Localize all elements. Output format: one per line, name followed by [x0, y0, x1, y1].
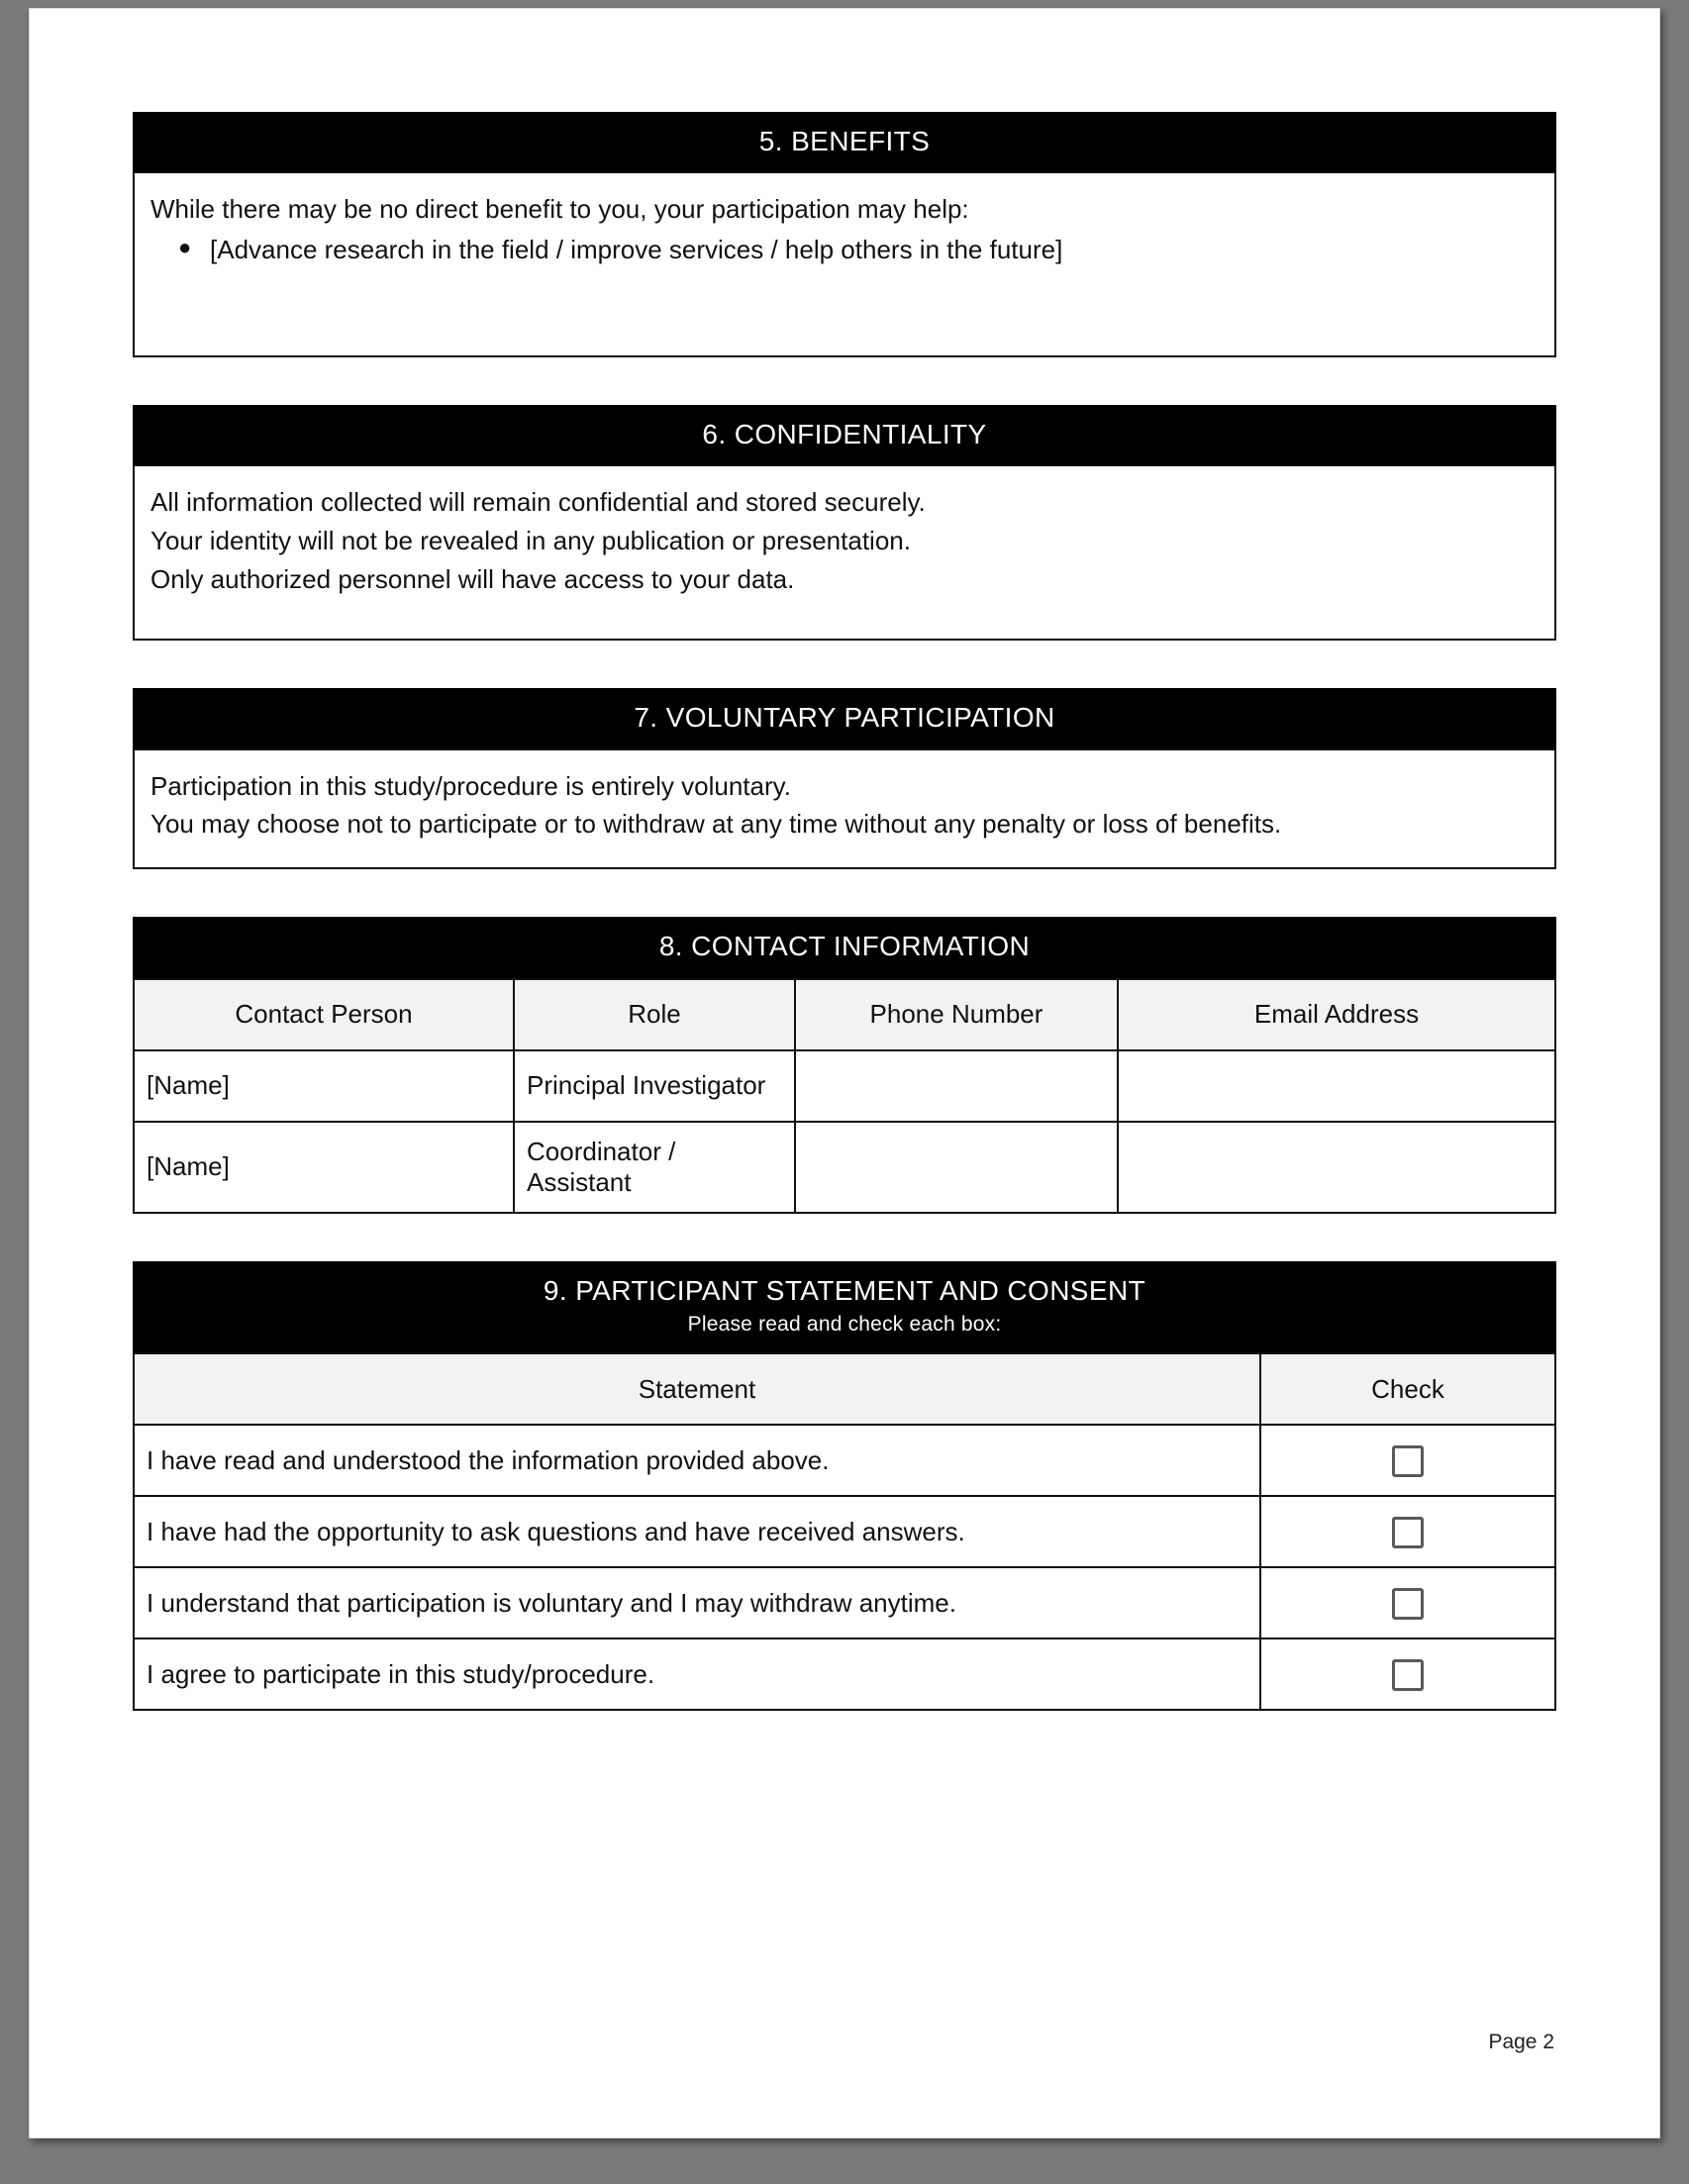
benefits-bullet-list [150, 232, 1539, 268]
consent-checkbox[interactable] [1392, 1445, 1424, 1477]
section-voluntary-participation [133, 688, 1556, 868]
section-benefits-body [133, 173, 1556, 357]
contact-information-table [133, 978, 1556, 1214]
cell-check[interactable] [1260, 1425, 1555, 1496]
column-header-email-address: Email Address [1118, 979, 1555, 1050]
page-number-footer: Page 2 [1488, 2031, 1554, 2053]
section-confidentiality [133, 405, 1556, 641]
table-header-row [134, 1353, 1555, 1425]
cell-role[interactable]: Coordinator / Assistant [514, 1122, 795, 1213]
cell-email-address[interactable] [1118, 1050, 1555, 1122]
section-confidentiality-body [133, 466, 1556, 641]
consent-statement-table [133, 1352, 1556, 1711]
cell-statement: I understand that participation is voluntary and I may withdraw anytime. [134, 1567, 1260, 1638]
cell-contact-person[interactable]: [Name] [134, 1050, 514, 1122]
table-header-row [134, 979, 1555, 1050]
voluntary-line: Participation in this study/procedure is entirely voluntary. [150, 770, 791, 801]
consent-checkbox[interactable] [1392, 1588, 1424, 1620]
consent-heading-text: 9. PARTICIPANT STATEMENT AND CONSENT [543, 1274, 1146, 1306]
cell-contact-person[interactable]: [Name] [134, 1122, 514, 1213]
column-header-contact-person: Contact Person [134, 979, 514, 1050]
bullet-icon: ● [178, 235, 192, 260]
section-benefits [133, 112, 1556, 357]
table-row [134, 1496, 1555, 1567]
benefits-bullet-text: [Advance research in the field / improve services / help others in the future] [210, 235, 1063, 265]
consent-subheading-text: Please read and check each box: [687, 1312, 1002, 1336]
section-participant-statement-and-consent [133, 1261, 1556, 1711]
section-contact-information [133, 917, 1556, 1214]
document-page [29, 8, 1660, 2138]
section-contact-heading: 8. CONTACT INFORMATION [133, 917, 1556, 978]
table-row [134, 1425, 1555, 1496]
cell-phone-number[interactable] [795, 1050, 1118, 1122]
benefits-intro-text: While there may be no direct benefit to you, your participation may help: [150, 194, 969, 225]
section-voluntary-heading: 7. VOLUNTARY PARTICIPATION [133, 688, 1556, 749]
column-header-check: Check [1260, 1353, 1555, 1425]
column-header-statement: Statement [134, 1353, 1260, 1425]
cell-role[interactable]: Principal Investigator [514, 1050, 795, 1122]
cell-statement: I agree to participate in this study/procedure. [134, 1638, 1260, 1710]
page-content [133, 112, 1556, 1711]
cell-phone-number[interactable] [795, 1122, 1118, 1213]
table-row [134, 1122, 1555, 1213]
cell-statement: I have had the opportunity to ask questions and have received answers. [134, 1496, 1260, 1567]
table-row [134, 1050, 1555, 1122]
confidentiality-line: Your identity will not be revealed in any publication or presentation. [150, 526, 911, 556]
section-benefits-heading: 5. BENEFITS [133, 112, 1556, 173]
cell-statement: I have read and understood the information provided above. [134, 1425, 1260, 1496]
table-row [134, 1638, 1555, 1710]
cell-check[interactable] [1260, 1638, 1555, 1710]
table-row [134, 1567, 1555, 1638]
list-item [178, 232, 1539, 268]
consent-checkbox[interactable] [1392, 1517, 1424, 1548]
cell-email-address[interactable] [1118, 1122, 1555, 1213]
consent-checkbox[interactable] [1392, 1659, 1424, 1691]
cell-check[interactable] [1260, 1567, 1555, 1638]
confidentiality-line: Only authorized personnel will have access to your data. [150, 564, 795, 595]
column-header-role: Role [514, 979, 795, 1050]
cell-check[interactable] [1260, 1496, 1555, 1567]
voluntary-line: You may choose not to participate or to withdraw at any time without any penalty or loss of benefits. [150, 809, 1282, 840]
section-voluntary-body [133, 750, 1556, 869]
section-consent-heading [133, 1261, 1556, 1352]
column-header-phone-number: Phone Number [795, 979, 1118, 1050]
section-confidentiality-heading: 6. CONFIDENTIALITY [133, 405, 1556, 466]
confidentiality-line: All information collected will remain confidential and stored securely. [150, 487, 926, 518]
